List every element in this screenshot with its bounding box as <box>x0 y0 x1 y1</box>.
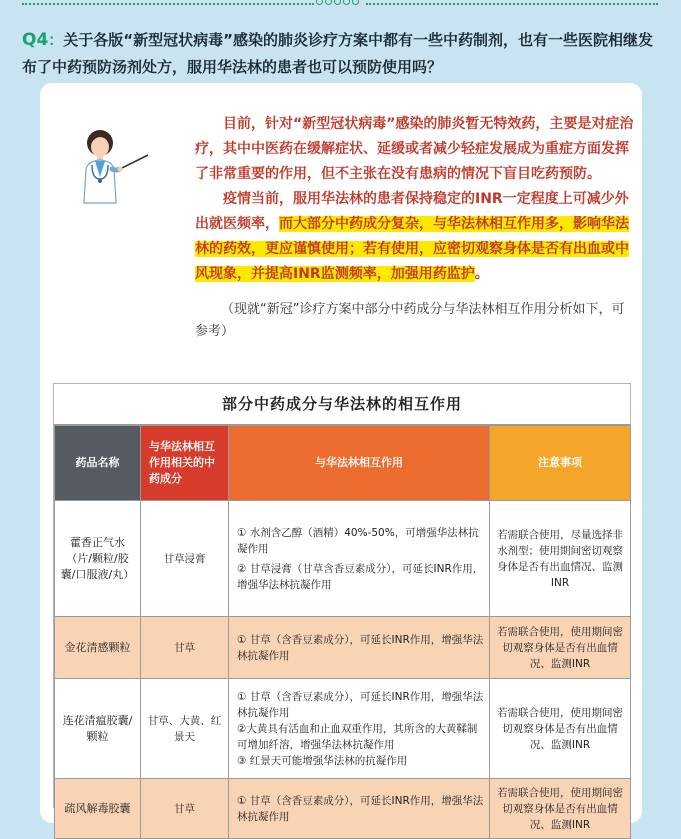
table-row <box>55 779 631 839</box>
interaction-line: ① 甘草（含香豆素成分），可延长INR作用，增强华法林抗凝作用 <box>237 633 484 662</box>
table-grid <box>54 425 631 839</box>
cell-drug: 疏风解毒胶囊 <box>55 779 141 839</box>
reference-note: （现就“新冠”诊疗方案中部分中药成分与华法林相互作用分析如下，可参考） <box>195 302 625 339</box>
ornament-dots <box>316 0 359 5</box>
interaction-line: ③ 红景天可能增强华法林的抗凝作用 <box>237 754 408 767</box>
ornament-line-right <box>366 3 658 5</box>
answer-p2-highlight: 而大部分中药成分复杂，与华法林相互作用多，影响华法林的药效，更应谨慎使用；若有使用，应密切观察身体是否有出血或中风现象，并提高INR监测频率，加强用药监护 <box>195 216 629 282</box>
interaction-line: ① 甘草（含香豆素成分），可延长INR作用，增强华法林抗凝作用 <box>237 794 484 823</box>
interaction-line: ① 甘草（含香豆素成分），可延长INR作用，增强华法林抗凝作用 <box>237 690 484 719</box>
table-row <box>55 617 631 679</box>
top-ornament <box>0 0 681 8</box>
cell-interaction <box>229 779 490 839</box>
header-drug: 药品名称 <box>55 426 141 501</box>
cell-ingredient: 甘草、大黄、红景天 <box>141 679 229 779</box>
cell-drug: 连花清瘟胶囊/颗粒 <box>55 679 141 779</box>
answer-p2-end: 。 <box>474 266 489 282</box>
cell-ingredient: 甘草浸膏 <box>141 501 229 617</box>
question-text: 关于各版“新型冠状病毒”感染的肺炎诊疗方案中都有一些中药制剂，也有一些医院相继发布了中药预防汤剂处方，服用华法林的患者也可以预防使用吗？ <box>22 31 654 76</box>
interaction-line: ② 甘草浸膏（甘草含香豆素成分），可延长INR作用，增强华法林抗凝作用 <box>237 562 484 591</box>
table-row <box>55 501 631 617</box>
question-label: Q4 <box>22 30 49 50</box>
table-header-row <box>55 426 631 501</box>
answer-paragraph-2 <box>195 187 635 287</box>
cell-interaction <box>229 501 490 617</box>
header-interaction: 与华法林相互作用 <box>229 426 490 501</box>
cell-interaction <box>229 679 490 779</box>
cell-ingredient: 甘草 <box>141 779 229 839</box>
cell-caution: 若需联合使用，尽量选择非水剂型；使用期间密切观察身体是否有出血情况、监测INR <box>490 501 631 617</box>
cell-drug: 藿香正气水（片/颗粒/胶囊/口服液/丸） <box>55 501 141 617</box>
cell-drug: 金花清感颗粒 <box>55 617 141 679</box>
question <box>22 27 667 81</box>
header-caution: 注意事项 <box>490 426 631 501</box>
question-colon: ： <box>48 31 64 49</box>
ornament-line-left <box>22 3 314 5</box>
cell-interaction <box>229 617 490 679</box>
table-row <box>55 679 631 779</box>
cell-caution: 若需联合使用，使用期间密切观察身体是否有出血情况、监测INR <box>490 679 631 779</box>
interaction-table <box>53 383 631 831</box>
answer-paragraph-1: 目前，针对“新型冠状病毒”感染的肺炎暂无特效药，主要是对症治疗，其中中医药在缓解症状、延缓或者减少轻症发展成为重症方面发挥了非常重要的作用，但不主张在没有患病的情况下盲目吃药预防。 <box>195 116 634 182</box>
cell-caution: 若需联合使用，使用期间密切观察身体是否有出血情况、监测INR <box>490 617 631 679</box>
table-title: 部分中药成分与华法林的相互作用 <box>54 384 630 425</box>
doctor-pointing-icon <box>70 125 150 205</box>
cell-caution: 若需联合使用，使用期间密切观察身体是否有出血情况、监测INR <box>490 779 631 839</box>
interaction-line: ②大黄具有活血和止血双重作用，其所含的大黄鞣制可增加纤溶，增强华法林抗凝作用 <box>237 722 478 751</box>
cell-ingredient: 甘草 <box>141 617 229 679</box>
interaction-line: ① 水剂含乙醇（酒精）40%-50%，可增强华法林抗凝作用 <box>237 526 479 555</box>
answer-text <box>195 112 635 287</box>
header-ingredient: 与华法林相互作用相关的中药成分 <box>141 426 229 501</box>
answer-p2-plain: 疫情当前，服用华法林的患者保持稳定的INR一定程度上可减少外出就医频率， <box>195 191 629 232</box>
